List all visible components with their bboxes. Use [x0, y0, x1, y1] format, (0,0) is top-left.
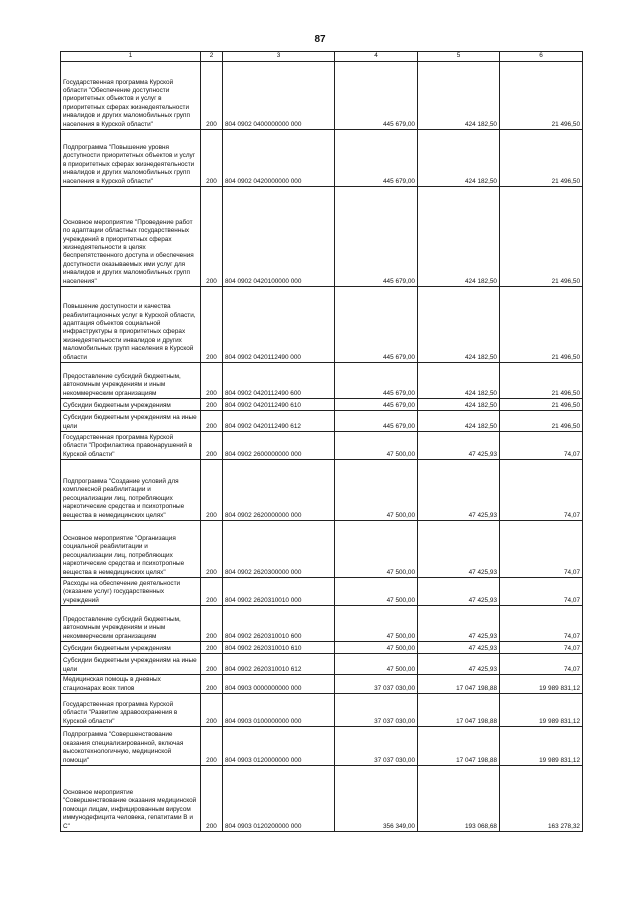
row-budget-code: 804 0902 0420112490 000 — [223, 287, 335, 363]
table-row — [61, 675, 583, 694]
row-value-approved: 47 500,00 — [335, 642, 418, 654]
column-header-3: 3 — [223, 52, 335, 62]
row-budget-code: 804 0903 0120000000 000 — [223, 727, 335, 766]
row-name: Подпрограмма "Повышение уровня доступности приоритетных объектов и услуг в приоритетных сферах жизнедеятельности инвалидов и других маломобильных групп населения в Курской области" — [61, 130, 201, 187]
row-value-remaining: 21 496,50 — [500, 411, 583, 432]
row-name: Подпрограмма "Создание условий для комплексной реабилитации и ресоциализации лиц, потребляющих наркотические средства и психотропные вещества в немедицинских целях" — [61, 460, 201, 521]
row-value-remaining: 74,07 — [500, 521, 583, 578]
row-budget-code: 804 0902 0420112490 612 — [223, 411, 335, 432]
row-value-executed: 47 425,93 — [418, 606, 500, 642]
row-budget-code: 804 0902 0420000000 000 — [223, 130, 335, 187]
table-row — [61, 606, 583, 642]
row-admin-code: 200 — [201, 62, 223, 130]
row-budget-code: 804 0902 0400000000 000 — [223, 62, 335, 130]
table-row — [61, 727, 583, 766]
row-value-remaining: 74,07 — [500, 432, 583, 460]
table-header-row — [61, 52, 583, 62]
row-admin-code: 200 — [201, 521, 223, 578]
row-value-executed: 47 425,93 — [418, 521, 500, 578]
row-name: Основное мероприятие "Организация социальной реабилитации и ресоциализации лиц, потребляющих наркотические средства и психотропные вещества в немедицинских целях" — [61, 521, 201, 578]
row-admin-code: 200 — [201, 642, 223, 654]
row-admin-code: 200 — [201, 675, 223, 694]
row-value-executed: 424 182,50 — [418, 363, 500, 399]
row-name: Государственная программа Курской области "Профилактика правонарушений в Курской области" — [61, 432, 201, 460]
row-budget-code: 804 0902 2620310010 600 — [223, 606, 335, 642]
row-value-executed: 424 182,50 — [418, 399, 500, 411]
row-name: Государственная программа Курской области "Развитие здравоохранения в Курской области" — [61, 694, 201, 727]
table-row — [61, 187, 583, 287]
table-row — [61, 411, 583, 432]
row-name: Повышение доступности и качества реабилитационных услуг в Курской области, адаптация объектов социальной инфраструктуры в приоритетных сферах жизнедеятельности инвалидов и других маломобильных групп населения в Курской области — [61, 287, 201, 363]
row-name: Субсидии бюджетным учреждениям — [61, 399, 201, 411]
row-name: Субсидии бюджетным учреждениям на иные цели — [61, 411, 201, 432]
table-row — [61, 399, 583, 411]
row-value-executed: 424 182,50 — [418, 411, 500, 432]
row-value-remaining: 21 496,50 — [500, 287, 583, 363]
row-admin-code: 200 — [201, 432, 223, 460]
row-admin-code: 200 — [201, 399, 223, 411]
row-admin-code: 200 — [201, 694, 223, 727]
row-value-executed: 17 047 198,88 — [418, 675, 500, 694]
table-row — [61, 130, 583, 187]
row-name: Расходы на обеспечение деятельности (оказание услуг) государственных учреждений — [61, 578, 201, 606]
row-admin-code: 200 — [201, 578, 223, 606]
row-value-approved: 356 349,00 — [335, 766, 418, 832]
row-budget-code: 804 0902 2620310010 612 — [223, 654, 335, 675]
table-row — [61, 460, 583, 521]
row-value-executed: 424 182,50 — [418, 62, 500, 130]
row-budget-code: 804 0902 0420112490 610 — [223, 399, 335, 411]
row-admin-code: 200 — [201, 411, 223, 432]
row-budget-code: 804 0903 0120200000 000 — [223, 766, 335, 832]
row-value-approved: 445 679,00 — [335, 399, 418, 411]
table-row — [61, 521, 583, 578]
row-name: Субсидии бюджетным учреждениям — [61, 642, 201, 654]
row-value-approved: 37 037 030,00 — [335, 694, 418, 727]
row-value-approved: 47 500,00 — [335, 578, 418, 606]
column-header-2: 2 — [201, 52, 223, 62]
table-row — [61, 578, 583, 606]
table-row — [61, 287, 583, 363]
row-admin-code: 200 — [201, 766, 223, 832]
column-header-1: 1 — [61, 52, 201, 62]
row-value-remaining: 74,07 — [500, 642, 583, 654]
row-value-executed: 424 182,50 — [418, 187, 500, 287]
column-header-4: 4 — [335, 52, 418, 62]
row-admin-code: 200 — [201, 130, 223, 187]
row-admin-code: 200 — [201, 727, 223, 766]
row-value-approved: 47 500,00 — [335, 460, 418, 521]
row-name: Основное мероприятие "Совершенствование оказания медицинской помощи лицам, инфицированным вирусом иммунодефицита человека, гепатитами B и C" — [61, 766, 201, 832]
row-value-remaining: 163 278,32 — [500, 766, 583, 832]
row-value-remaining: 19 989 831,12 — [500, 727, 583, 766]
table-row — [61, 766, 583, 832]
row-value-remaining: 21 496,50 — [500, 363, 583, 399]
row-value-executed: 17 047 198,88 — [418, 694, 500, 727]
row-value-approved: 37 037 030,00 — [335, 675, 418, 694]
row-budget-code: 804 0902 2620310010 000 — [223, 578, 335, 606]
row-budget-code: 804 0902 0420100000 000 — [223, 187, 335, 287]
row-value-approved: 445 679,00 — [335, 62, 418, 130]
table-row — [61, 654, 583, 675]
row-admin-code: 200 — [201, 460, 223, 521]
row-value-approved: 47 500,00 — [335, 432, 418, 460]
column-header-5: 5 — [418, 52, 500, 62]
row-value-remaining: 21 496,50 — [500, 399, 583, 411]
budget-table — [60, 51, 583, 832]
row-value-executed: 424 182,50 — [418, 130, 500, 187]
row-value-remaining: 19 989 831,12 — [500, 694, 583, 727]
row-budget-code: 804 0902 2620300000 000 — [223, 521, 335, 578]
row-value-executed: 47 425,93 — [418, 432, 500, 460]
row-budget-code: 804 0902 2600000000 000 — [223, 432, 335, 460]
row-name: Предоставление субсидий бюджетным, автономным учреждениям и иным некоммерческим организациям — [61, 606, 201, 642]
row-value-approved: 37 037 030,00 — [335, 727, 418, 766]
row-value-approved: 445 679,00 — [335, 130, 418, 187]
row-admin-code: 200 — [201, 287, 223, 363]
row-value-approved: 445 679,00 — [335, 287, 418, 363]
row-value-remaining: 74,07 — [500, 578, 583, 606]
row-value-executed: 47 425,93 — [418, 654, 500, 675]
table-row — [61, 363, 583, 399]
table-row — [61, 62, 583, 130]
table-row — [61, 642, 583, 654]
row-value-executed: 17 047 198,88 — [418, 727, 500, 766]
row-value-remaining: 74,07 — [500, 606, 583, 642]
row-budget-code: 804 0903 0100000000 000 — [223, 694, 335, 727]
row-budget-code: 804 0902 2620000000 000 — [223, 460, 335, 521]
row-name: Субсидии бюджетным учреждениям на иные цели — [61, 654, 201, 675]
row-admin-code: 200 — [201, 654, 223, 675]
row-name: Подпрограмма "Совершенствование оказания специализированной, включая высокотехнологичную, медицинской помощи" — [61, 727, 201, 766]
row-value-approved: 47 500,00 — [335, 654, 418, 675]
row-budget-code: 804 0902 2620310010 610 — [223, 642, 335, 654]
row-value-approved: 47 500,00 — [335, 606, 418, 642]
row-value-approved: 47 500,00 — [335, 521, 418, 578]
row-admin-code: 200 — [201, 187, 223, 287]
row-value-executed: 424 182,50 — [418, 287, 500, 363]
table-row — [61, 432, 583, 460]
row-value-executed: 47 425,93 — [418, 460, 500, 521]
row-value-remaining: 21 496,50 — [500, 187, 583, 287]
table-row — [61, 694, 583, 727]
page-number: 87 — [314, 34, 326, 45]
row-value-executed: 47 425,93 — [418, 642, 500, 654]
row-value-remaining: 21 496,50 — [500, 130, 583, 187]
row-value-remaining: 19 989 831,12 — [500, 675, 583, 694]
column-header-6: 6 — [500, 52, 583, 62]
row-name: Предоставление субсидий бюджетным, автономным учреждениям и иным некоммерческим организациям — [61, 363, 201, 399]
row-value-approved: 445 679,00 — [335, 363, 418, 399]
row-budget-code: 804 0902 0420112490 600 — [223, 363, 335, 399]
row-name: Основное мероприятие "Проведение работ по адаптации областных государственных учреждений в приоритетных сферах жизнедеятельности в целях беспрепятственного доступа и обеспечения доступности оказываемых ими услуг для инвалидов и других маломобильных групп населения" — [61, 187, 201, 287]
row-admin-code: 200 — [201, 363, 223, 399]
row-value-approved: 445 679,00 — [335, 187, 418, 287]
row-value-approved: 445 679,00 — [335, 411, 418, 432]
row-value-remaining: 74,07 — [500, 654, 583, 675]
row-admin-code: 200 — [201, 606, 223, 642]
row-name: Государственная программа Курской области "Обеспечение доступности приоритетных объектов и услуг в приоритетных сферах жизнедеятельности инвалидов и других маломобильных групп населения в Курской области" — [61, 62, 201, 130]
row-value-executed: 47 425,93 — [418, 578, 500, 606]
row-budget-code: 804 0903 0000000000 000 — [223, 675, 335, 694]
row-name: Медицинская помощь в дневных стационарах всех типов — [61, 675, 201, 694]
row-value-remaining: 74,07 — [500, 460, 583, 521]
row-value-remaining: 21 496,50 — [500, 62, 583, 130]
row-value-executed: 193 068,68 — [418, 766, 500, 832]
